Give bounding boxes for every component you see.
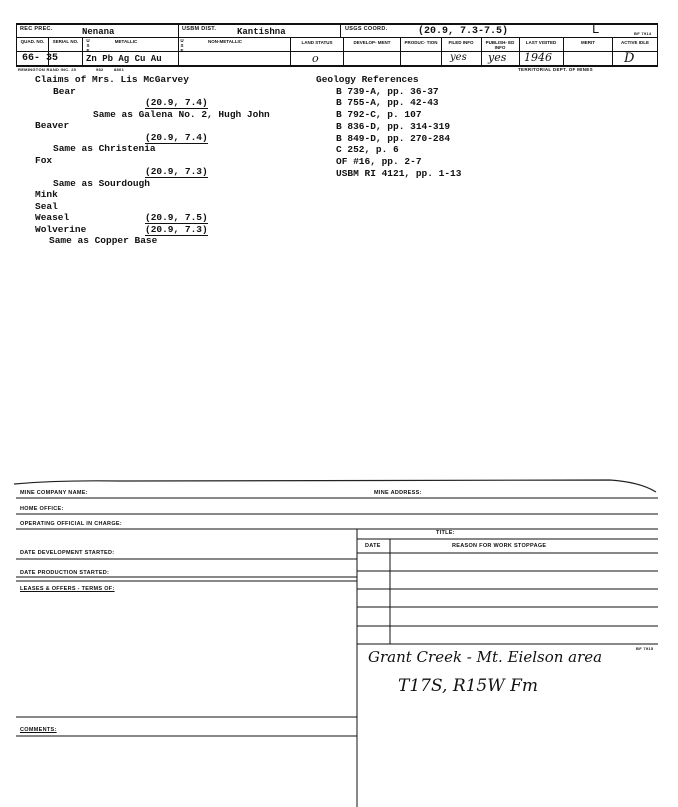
mine-address-label: MINE ADDRESS: bbox=[374, 490, 422, 496]
home-office-label: HOME OFFICE: bbox=[20, 506, 64, 512]
claim-note: Same as Sourdough bbox=[53, 177, 150, 189]
claim-coord: (20.9, 7.4) bbox=[145, 97, 208, 108]
geology-ref: USBM RI 4121, pp. 1-13 bbox=[336, 167, 462, 179]
published-info-value: yes bbox=[488, 51, 507, 64]
last-visited-value: 1946 bbox=[524, 51, 552, 64]
usbm-dist-value: Kantishna bbox=[237, 27, 286, 37]
last-visited-header: LAST VISITED bbox=[525, 40, 557, 45]
claim-note: Same as Galena No. 2, Hugh John bbox=[93, 108, 270, 120]
merit-header: MERIT bbox=[581, 40, 595, 45]
printer-code-2: 8801 bbox=[114, 67, 125, 72]
use-header-2: U S E bbox=[180, 38, 184, 53]
claim-name: Mink bbox=[35, 189, 58, 200]
geology-ref: B 792-C, p. 107 bbox=[336, 109, 422, 121]
comments-label: COMMENTS: bbox=[20, 727, 57, 733]
claim-note: Same as Christenia bbox=[53, 143, 156, 154]
active-idle-value: D bbox=[624, 51, 635, 66]
claim-name: Bear bbox=[53, 85, 76, 97]
geology-title: Geology References bbox=[316, 74, 419, 85]
use-header-1: U S E bbox=[86, 38, 90, 53]
geology-ref: B 836-D, pp. 314-319 bbox=[336, 120, 451, 132]
form-number-bottom: BF 7915 bbox=[636, 646, 654, 651]
usbm-dist-label: USBM DIST. bbox=[182, 26, 217, 32]
usgs-coord-label: USGS COORD. bbox=[345, 26, 388, 32]
handwritten-location: Grant Creek - Mt. Eielson area bbox=[368, 648, 603, 666]
claim-coord: (20.9, 7.3) bbox=[145, 166, 208, 177]
metallic-header: METALLIC bbox=[114, 39, 138, 44]
territorial-dept: TERRITORIAL DEPT. OF MINES bbox=[518, 67, 593, 72]
quad-no-header: QUAD. NO. bbox=[20, 39, 45, 44]
leases-label: LEASES & OFFERS - TERMS OF: bbox=[20, 586, 115, 592]
operating-official-label: OPERATING OFFICIAL IN CHARGE: bbox=[20, 521, 122, 527]
printer-imprint: REMINGTON RAND INC. 20 bbox=[18, 67, 77, 72]
geology-ref: C 252, p. 6 bbox=[336, 144, 399, 156]
claim-name: Wolverine bbox=[35, 223, 87, 235]
handwritten-township: T17S, R15W Fm bbox=[398, 676, 539, 696]
published-info-header: PUBLISH- ED INFO bbox=[485, 40, 515, 50]
geology-ref: B 739-A, pp. 36-37 bbox=[336, 85, 439, 97]
date-production-label: DATE PRODUCTION STARTED: bbox=[20, 570, 110, 576]
non-metallic-header: NON-METALLIC bbox=[208, 39, 242, 44]
mine-company-label: MINE COMPANY NAME: bbox=[20, 490, 88, 496]
geology-ref: OF #16, pp. 2-7 bbox=[336, 155, 422, 167]
claim-name: Weasel bbox=[35, 212, 70, 223]
claims-title: Claims of Mrs. Lis McGarvey bbox=[35, 74, 189, 85]
claim-coord: (20.9, 7.5) bbox=[145, 212, 208, 223]
claim-note: Same as Copper Base bbox=[49, 235, 158, 246]
corner-mark: L bbox=[592, 22, 599, 36]
active-idle-header: ACTIVE IDLE bbox=[620, 40, 649, 45]
production-header: PRODUC- TION bbox=[404, 40, 438, 45]
rec-prec-value: Nenana bbox=[82, 27, 115, 37]
usgs-coord-value: (20.9, 7.3-7.5) bbox=[418, 26, 509, 37]
date-column-header: DATE bbox=[365, 543, 381, 549]
metallic-value: Zn Pb Ag Cu Au bbox=[86, 54, 162, 64]
claim-name: Fox bbox=[35, 154, 53, 166]
serial-no-header: SERIAL NO. bbox=[52, 39, 79, 44]
rec-prec-label: REC PREC. bbox=[20, 26, 53, 32]
claim-coord: (20.9, 7.3) bbox=[145, 223, 208, 235]
filed-info-value: yes bbox=[450, 52, 467, 63]
claim-coord: (20.9, 7.4) bbox=[145, 131, 208, 143]
claim-name: Seal bbox=[35, 200, 58, 212]
development-header: DEVELOP- MENT bbox=[353, 40, 391, 45]
geology-ref: B 755-A, pp. 42-43 bbox=[336, 97, 439, 109]
land-status-value: o bbox=[312, 52, 319, 65]
geology-ref: B 849-D, pp. 270-284 bbox=[336, 132, 451, 144]
title-label: TITLE: bbox=[436, 530, 455, 536]
quad-serial-value: 66- 35 bbox=[22, 53, 59, 64]
work-stoppage-header: REASON FOR WORK STOPPAGE bbox=[452, 543, 547, 549]
land-status-header: LAND STATUS bbox=[301, 40, 333, 45]
printer-code-1: 982 bbox=[96, 67, 104, 72]
filed-info-header: FILED INFO bbox=[448, 40, 474, 45]
form-number-top: BF 7914 bbox=[634, 31, 652, 36]
claim-name: Beaver bbox=[35, 120, 70, 131]
date-development-label: DATE DEVELOPMENT STARTED: bbox=[20, 550, 115, 556]
